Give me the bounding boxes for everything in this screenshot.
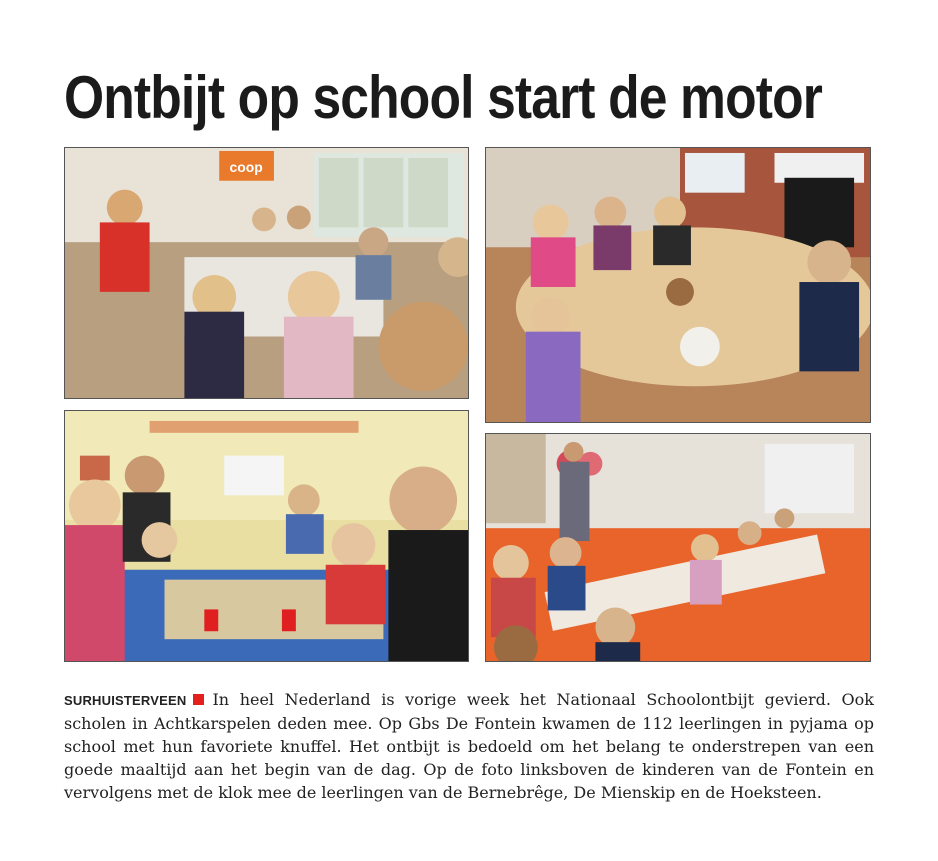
article-body: In heel Nederland is vorige week het Nationaal Schoolontbijt gevierd. Ook scholen in Achtkarspelen deden mee. Op Gbs De Fontein kwamen de 112 leerlingen in pyjama op school met hun favoriete knuffel. Het ontbijt is bedoeld om het belang te onderstrepen van een goede maaltijd aan het begin van de dag. Op de foto linksboven de kinderen van de Fontein en vervolgens met de klok mee de leerlingen van de Bernebrêge, De Mienskip en de Hoeksteen.	[64, 690, 874, 802]
photo-bernebrege	[485, 147, 871, 423]
dateline: SURHUISTERVEEN	[64, 693, 187, 708]
photo-de-fontein	[64, 147, 469, 399]
bullet-square-icon	[193, 694, 204, 705]
photo-hoeksteen	[64, 410, 469, 662]
headline: Ontbijt op school start de motor	[64, 64, 822, 131]
article-text	[64, 688, 874, 804]
coop-banner-text: coop	[229, 158, 263, 175]
photo-de-mienskip	[485, 433, 871, 662]
